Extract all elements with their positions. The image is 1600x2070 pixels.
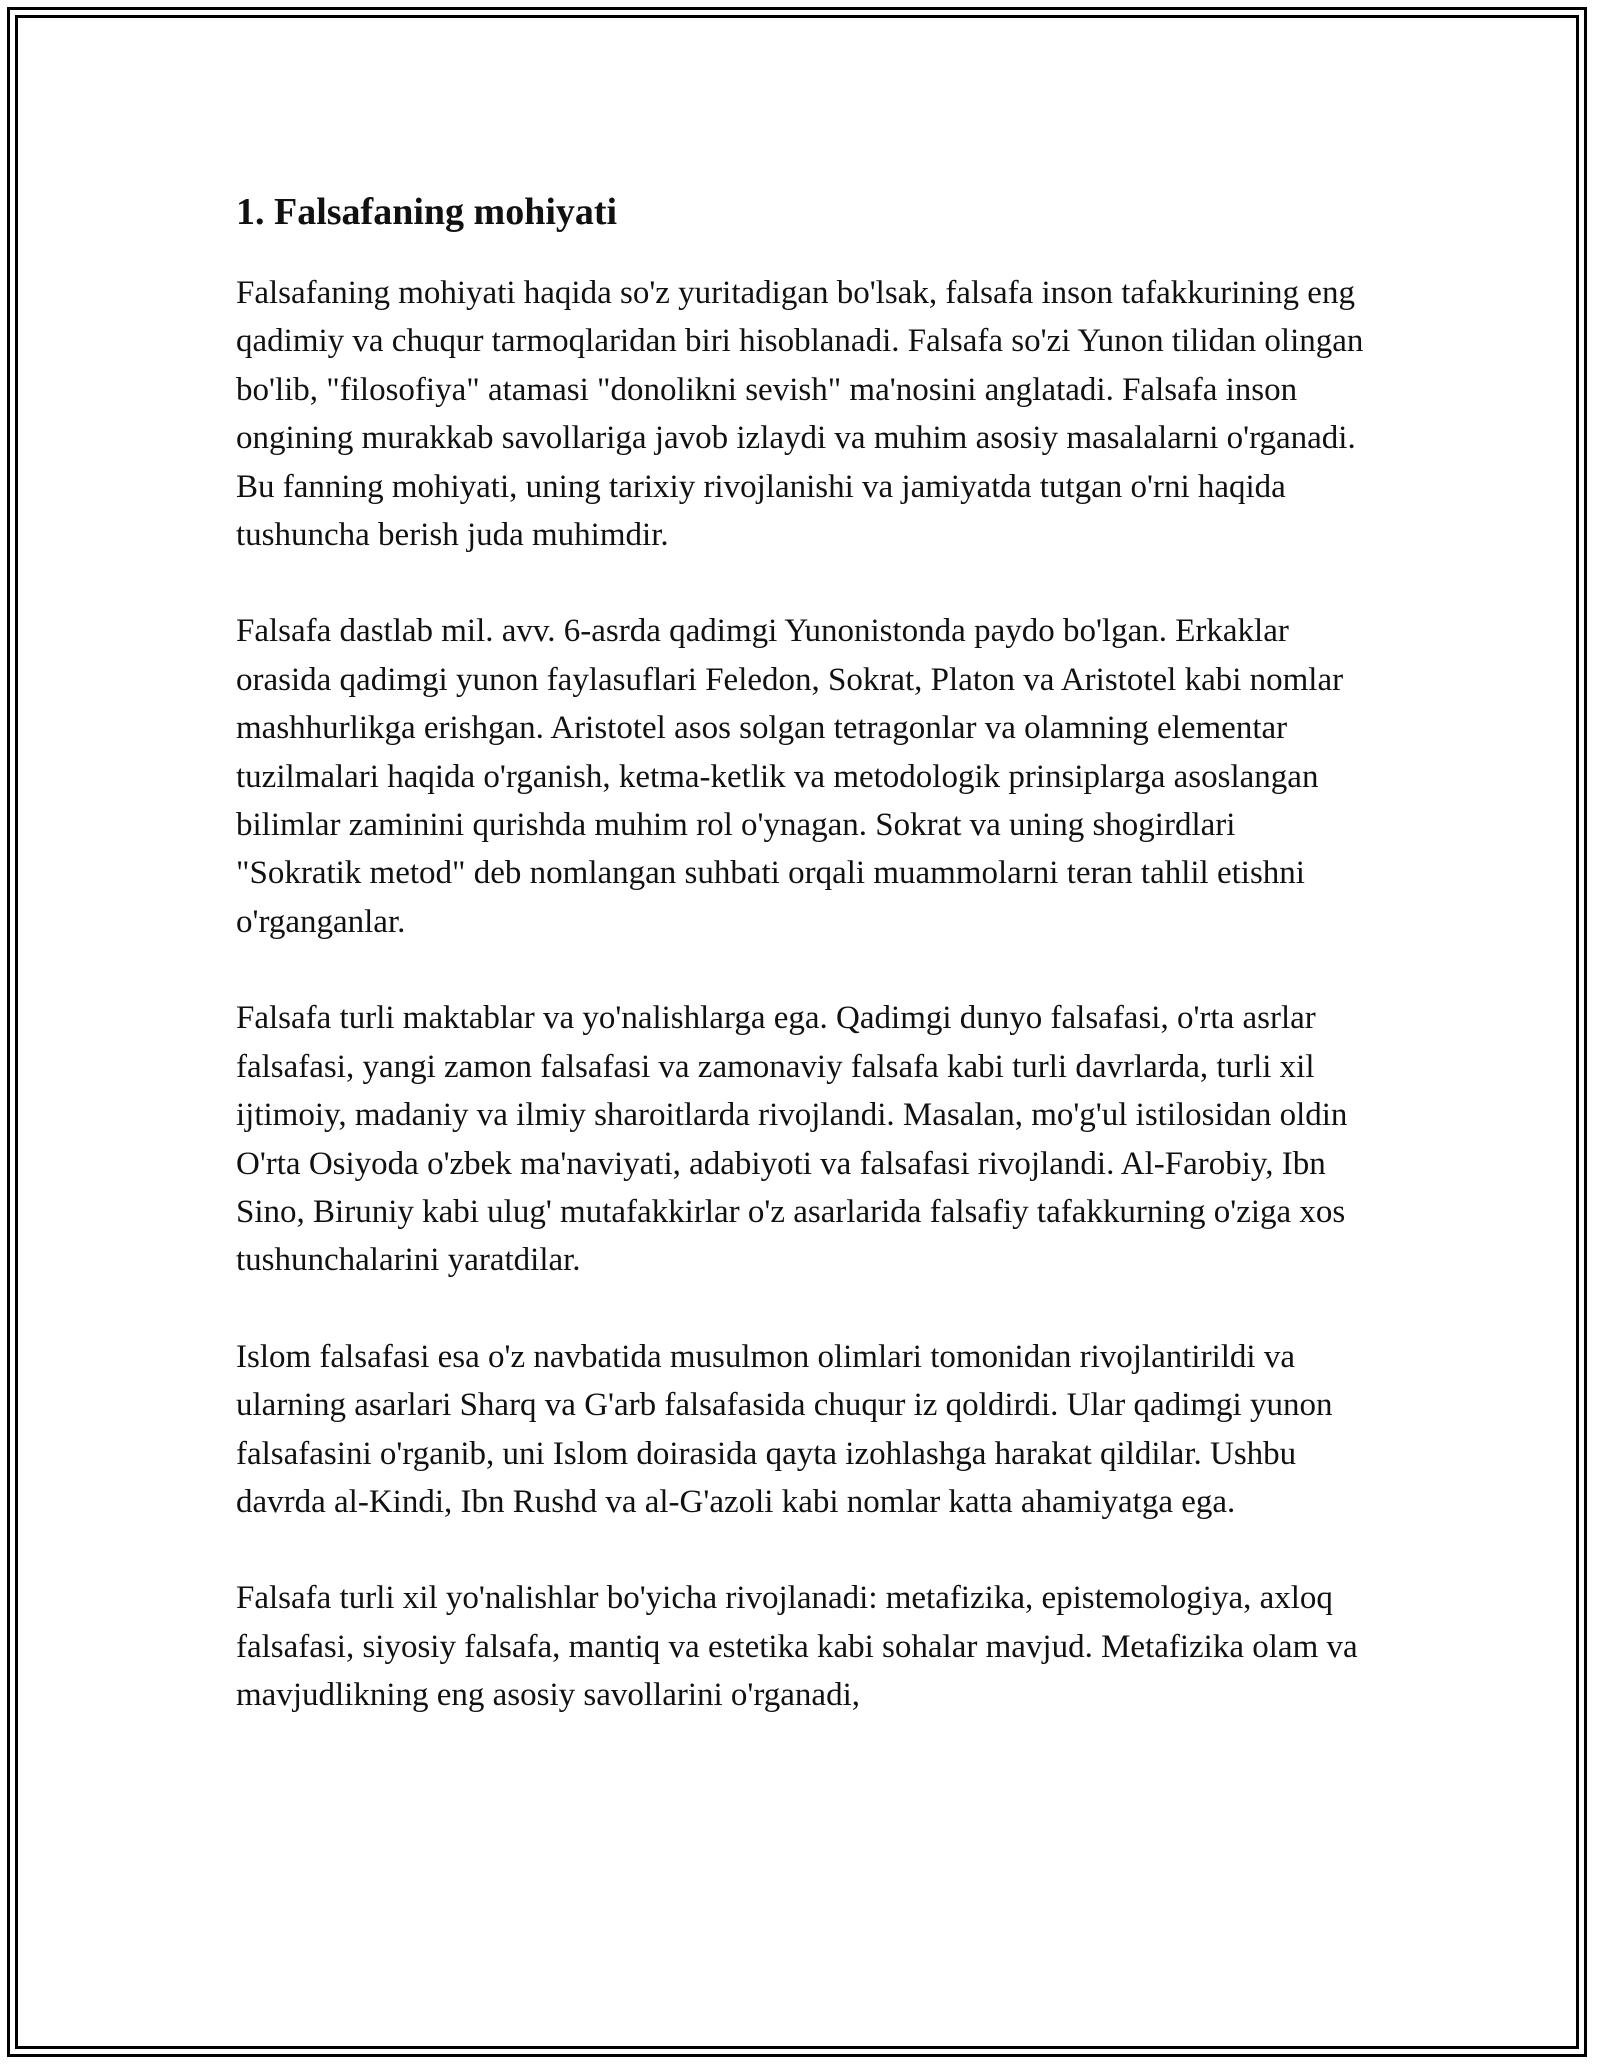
paragraph-4: Islom falsafasi esa o'z navbatida musulmon olimlari tomonidan rivojlantirildi va ularning asarlari Sharq va G'arb falsafasida chuqur iz qoldirdi. Ular qadimgi yunon falsafasini o'rganib, uni Islom doirasida qayta izohlashga harakat qildilar. Ushbu davrda al-Kindi, Ibn Rushd va al-G'azoli kabi nomlar katta ahamiyatga ega. — [236, 1338, 1333, 1520]
paragraph-2: Falsafa dastlab mil. avv. 6-asrda qadimgi Yunonistonda paydo bo'lgan. Erkaklar orasida qadimgi yunon faylasuflari Feledon, Sokrat, Platon va Aristotel kabi nomlar mashhurlikga erishgan. Aristotel asos solgan tetragonlar va olamning elementar tuzilmalari haqida o'rganish, ketma-ketlik va metodologik prinsiplarga asoslangan bilimlar zaminini qurishda muhim rol o'ynagan. Sokrat va uning shogirdlari "Sokratik metod" deb nomlangan suhbati orqali muammolarni teran tahlil etishni o'rganganlar. — [236, 613, 1344, 940]
paragraph-1: Falsafaning mohiyati haqida so'z yuritadigan bo'lsak, falsafa inson tafakkurining eng qadimiy va chuqur tarmoqlaridan biri hisoblanadi. Falsafa so'zi Yunon tilidan olingan bo'lib, "filosofiya" atamasi "donolikni sevish" ma'nosini anglatadi. Falsafa inson ongining murakkab savollariga javob izlaydi va muhim asosiy masalalarni o'rganadi. Bu fanning mohiyati, uning tarixiy rivojlanishi va jamiyatda tutgan o'rni haqida tushuncha berish juda muhimdir. — [236, 275, 1364, 554]
document-body — [236, 183, 1366, 1720]
paragraph-3: Falsafa turli maktablar va yo'nalishlarga ega. Qadimgi dunyo falsafasi, o'rta asrlar falsafasi, yangi zamon falsafasi va zamonaviy falsafa kabi turli davrlarda, turli xil ijtimoiy, madaniy va ilmiy sharoitlarda rivojlandi. Masalan, mo'g'ul istilosidan oldin O'rta Osiyoda o'zbek ma'naviyati, adabiyoti va falsafasi rivojlandi. Al-Farobiy, Ibn Sino, Biruniy kabi ulug' mutafakkirlar o'z asarlarida falsafiy tafakkurning o'ziga xos tushunchalarini yaratdilar. — [236, 1000, 1348, 1279]
paragraph-5: Falsafa turli xil yo'nalishlar bo'yicha rivojlanadi: metafizika, epistemologiya, axloq falsafasi, siyosiy falsafa, mantiq va estetika kabi sohalar mavjud. Metafizika olam va mavjudlikning eng asosiy savollarini o'rganadi, — [236, 1580, 1358, 1714]
section-heading: 1. Falsafaning mohiyati — [236, 191, 618, 233]
